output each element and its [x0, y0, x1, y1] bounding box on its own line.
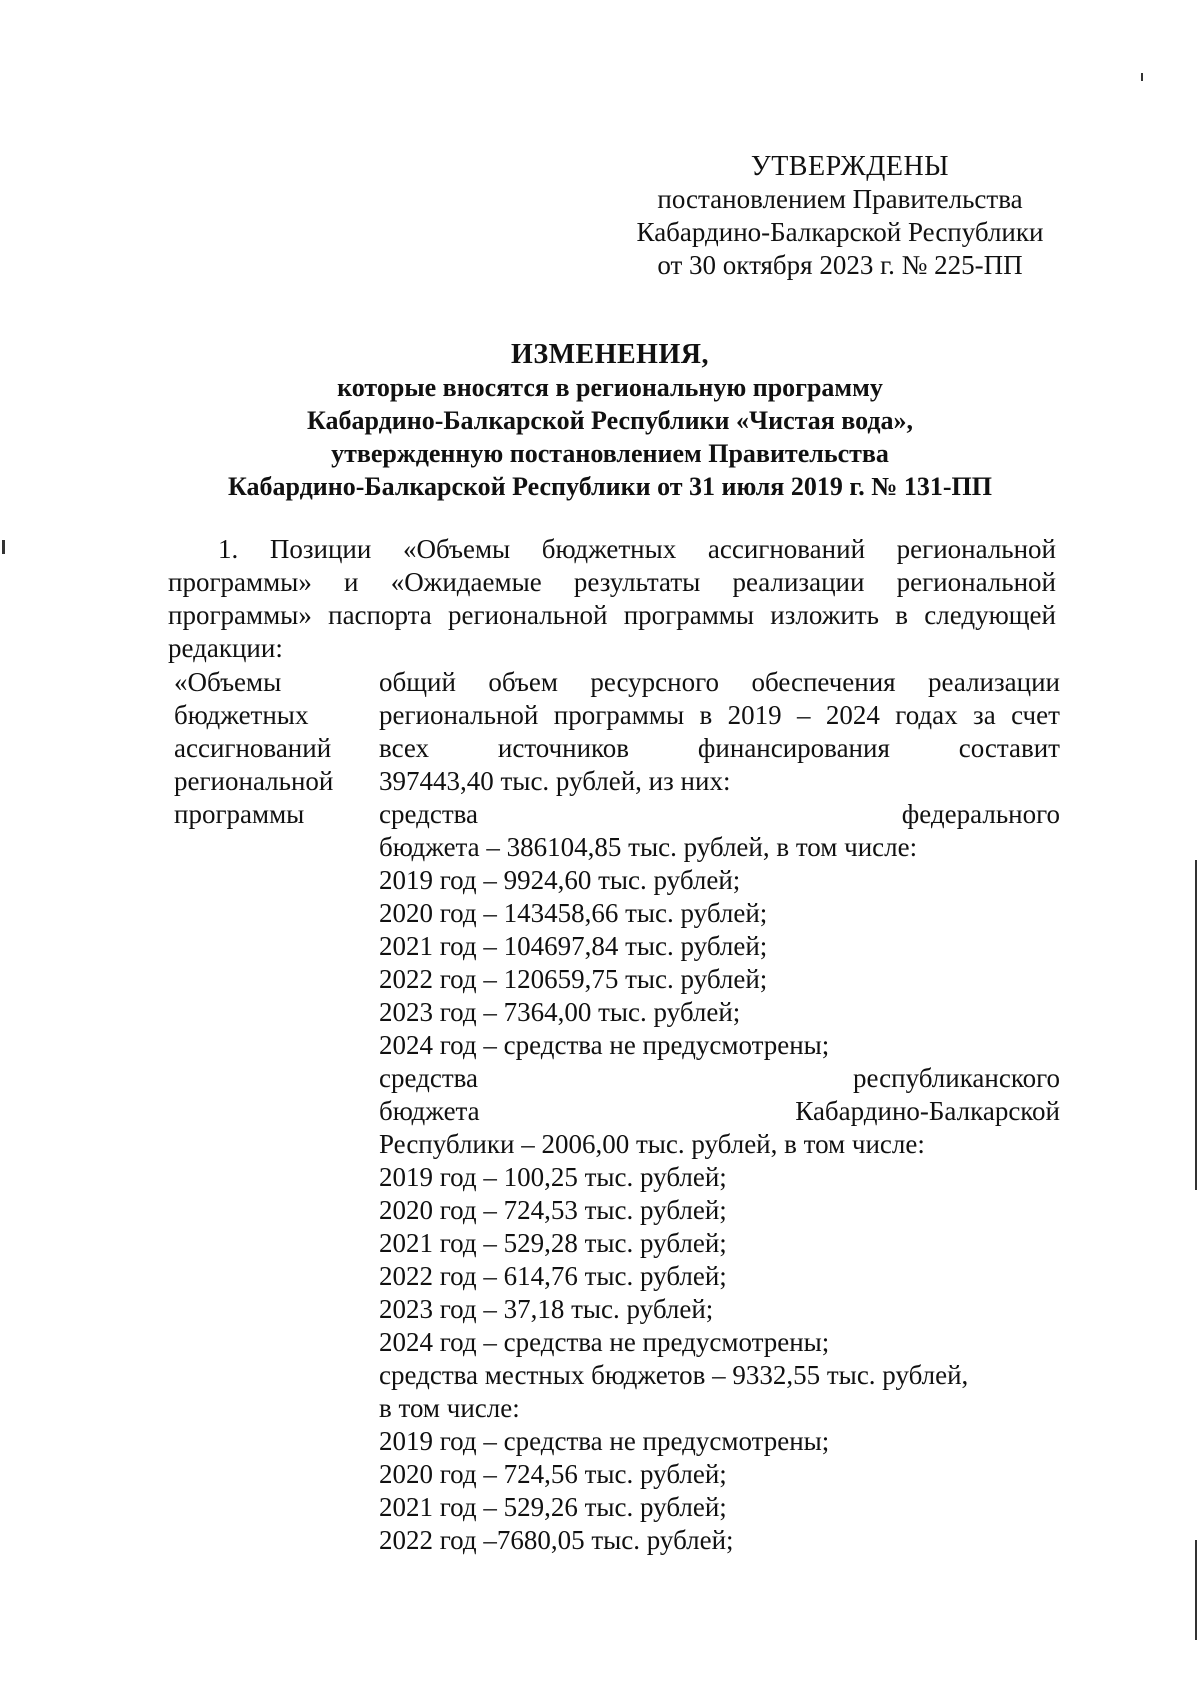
- word: федерального: [901, 799, 1060, 829]
- republic-heading-2: [379, 1095, 1060, 1128]
- passport-label-column: [174, 666, 379, 1557]
- word: обеспечения: [751, 667, 896, 697]
- word: средства: [379, 1063, 479, 1093]
- total-line-3: [379, 732, 1060, 765]
- word: программы: [553, 700, 685, 730]
- scan-mark: [1195, 860, 1197, 1190]
- title-line: Кабардино-Балкарской Республики «Чистая вода»,: [306, 406, 914, 435]
- passport-content-column: [379, 666, 1060, 1557]
- title-line: Кабардино-Балкарской Республики от 31 июля 2019 г. № 131-ПП: [228, 472, 992, 501]
- total-line-2: [379, 699, 1060, 732]
- federal-sum: бюджета – 386104,85 тыс. рублей, в том числе:: [379, 832, 918, 862]
- local-sum-2: в том числе:: [379, 1393, 520, 1423]
- word: 2024: [825, 700, 880, 730]
- title-line: которые вносятся в региональную программу: [337, 373, 883, 402]
- scan-mark: [1195, 1540, 1197, 1640]
- word: ресурсного: [590, 667, 720, 697]
- word: всех: [379, 733, 430, 763]
- word: 2019: [727, 700, 782, 730]
- title-main: ИЗМЕНЕНИЯ,: [511, 339, 709, 370]
- document-title: [150, 338, 1070, 503]
- local-sum: средства местных бюджетов – 9332,55 тыс. рублей,: [379, 1360, 969, 1390]
- local-year: 2021 год – 529,26 тыс. рублей;: [379, 1492, 727, 1522]
- word: годах: [895, 700, 958, 730]
- word: составит: [958, 733, 1060, 763]
- federal-year: 2022 год – 120659,75 тыс. рублей;: [379, 964, 768, 994]
- approval-line: постановлением Правительства: [657, 184, 1023, 214]
- federal-year: 2023 год – 7364,00 тыс. рублей;: [379, 997, 741, 1027]
- word: реализации: [928, 667, 1060, 697]
- federal-year: 2021 год – 104697,84 тыс. рублей;: [379, 931, 768, 961]
- republic-heading: [379, 1062, 1060, 1095]
- passport-table: [174, 666, 1060, 1557]
- word: счет: [1011, 700, 1060, 730]
- title-line: утвержденную постановлением Правительства: [331, 439, 889, 468]
- local-year: 2019 год – средства не предусмотрены;: [379, 1426, 830, 1456]
- local-year: 2022 год –7680,05 тыс. рублей;: [379, 1525, 734, 1555]
- word: в: [699, 700, 713, 730]
- scan-mark: [2, 540, 5, 554]
- word: источников: [497, 733, 630, 763]
- total-sum: 397443,40 тыс. рублей, из них:: [379, 766, 731, 796]
- scan-mark: [1141, 73, 1143, 81]
- label-line: «Объемы: [174, 667, 282, 697]
- intro-paragraph: 1. Позиции «Объемы бюджетных ассигнований региональной программы» и «Ожидаемые результаты реализации региональной программы» паспорта региональной программы изложить в следующей редакции:: [168, 534, 1056, 663]
- total-line-1: [379, 666, 1060, 699]
- word: –: [797, 700, 811, 730]
- label-line: программы: [174, 799, 305, 829]
- approval-heading: УТВЕРЖДЕНЫ: [750, 151, 950, 182]
- word: за: [973, 700, 996, 730]
- approval-line: от 30 октября 2023 г. № 225-ПП: [657, 250, 1023, 280]
- republic-year: 2019 год – 100,25 тыс. рублей;: [379, 1162, 727, 1192]
- approval-block: [600, 150, 1080, 282]
- word: бюджета: [379, 1096, 480, 1126]
- republic-sum: Республики – 2006,00 тыс. рублей, в том числе:: [379, 1129, 925, 1159]
- republic-year: 2022 год – 614,76 тыс. рублей;: [379, 1261, 727, 1291]
- republic-year: 2021 год – 529,28 тыс. рублей;: [379, 1228, 727, 1258]
- local-year: 2020 год – 724,56 тыс. рублей;: [379, 1459, 727, 1489]
- federal-year: 2024 год – средства не предусмотрены;: [379, 1030, 830, 1060]
- word: объем: [488, 667, 558, 697]
- label-line: региональной: [174, 766, 334, 796]
- approval-line: Кабардино-Балкарской Республики: [636, 217, 1044, 247]
- word: Кабардино-Балкарской: [795, 1096, 1060, 1126]
- federal-heading: [379, 798, 1060, 831]
- word: республиканского: [853, 1063, 1060, 1093]
- republic-year: 2024 год – средства не предусмотрены;: [379, 1327, 830, 1357]
- federal-year: 2019 год – 9924,60 тыс. рублей;: [379, 865, 741, 895]
- label-line: бюджетных: [174, 700, 309, 730]
- word: средства: [379, 799, 479, 829]
- word: общий: [379, 667, 456, 697]
- federal-year: 2020 год – 143458,66 тыс. рублей;: [379, 898, 768, 928]
- republic-year: 2020 год – 724,53 тыс. рублей;: [379, 1195, 727, 1225]
- word: региональной: [379, 700, 539, 730]
- word: финансирования: [697, 733, 890, 763]
- label-line: ассигнований: [174, 733, 332, 763]
- republic-year: 2023 год – 37,18 тыс. рублей;: [379, 1294, 714, 1324]
